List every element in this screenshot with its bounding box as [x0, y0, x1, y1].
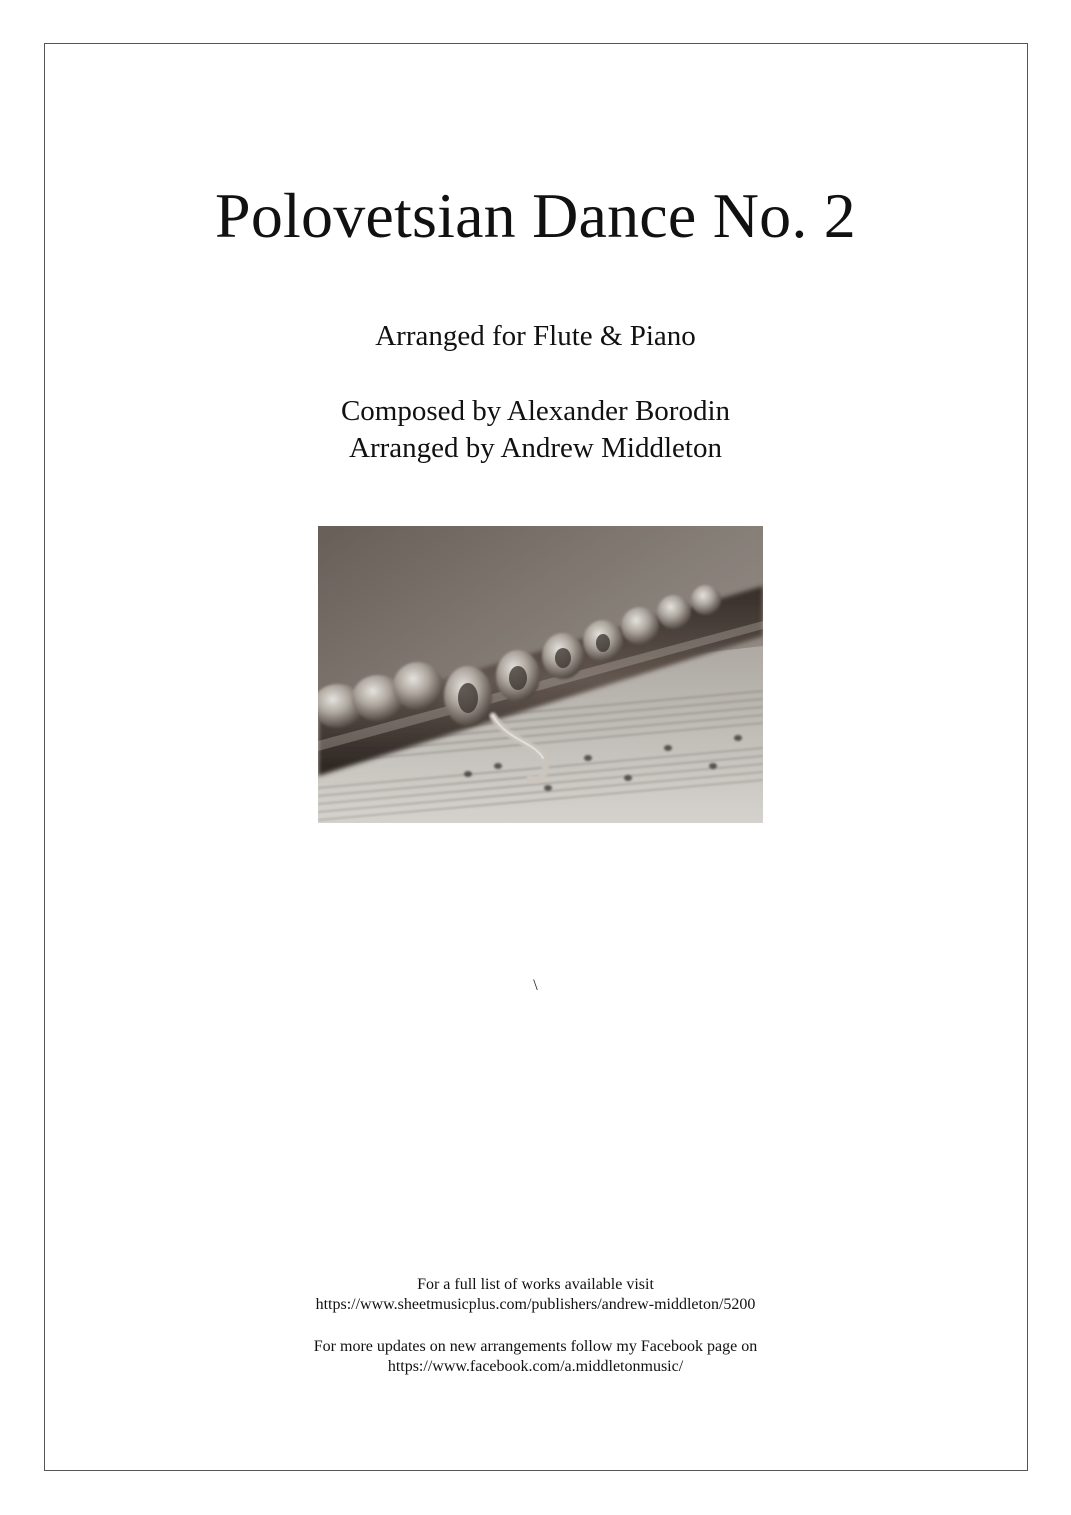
facebook-text: For more updates on new arrangements follow my Facebook page on — [313, 1338, 758, 1355]
arrangement-subtitle: Arranged for Flute & Piano — [375, 320, 696, 352]
flute-photo-image — [318, 526, 763, 823]
stray-backslash: \ — [533, 977, 538, 994]
facebook-link[interactable]: https://www.facebook.com/a.middletonmusic/ — [387, 1358, 684, 1375]
arranger-credit: Arranged by Andrew Middleton — [349, 432, 722, 464]
page-title: Polovetsian Dance No. 2 — [215, 180, 856, 251]
credits-block — [0, 393, 1071, 467]
composer-credit: Composed by Alexander Borodin — [340, 395, 731, 427]
footer-info — [0, 1275, 1071, 1377]
flute-photo-icon — [318, 526, 763, 823]
footer-spacer — [0, 1315, 1071, 1337]
works-list-text: For a full list of works available visit — [417, 1276, 654, 1293]
works-list-link[interactable]: https://www.sheetmusicplus.com/publishers/andrew-middleton/5200 — [315, 1296, 756, 1313]
